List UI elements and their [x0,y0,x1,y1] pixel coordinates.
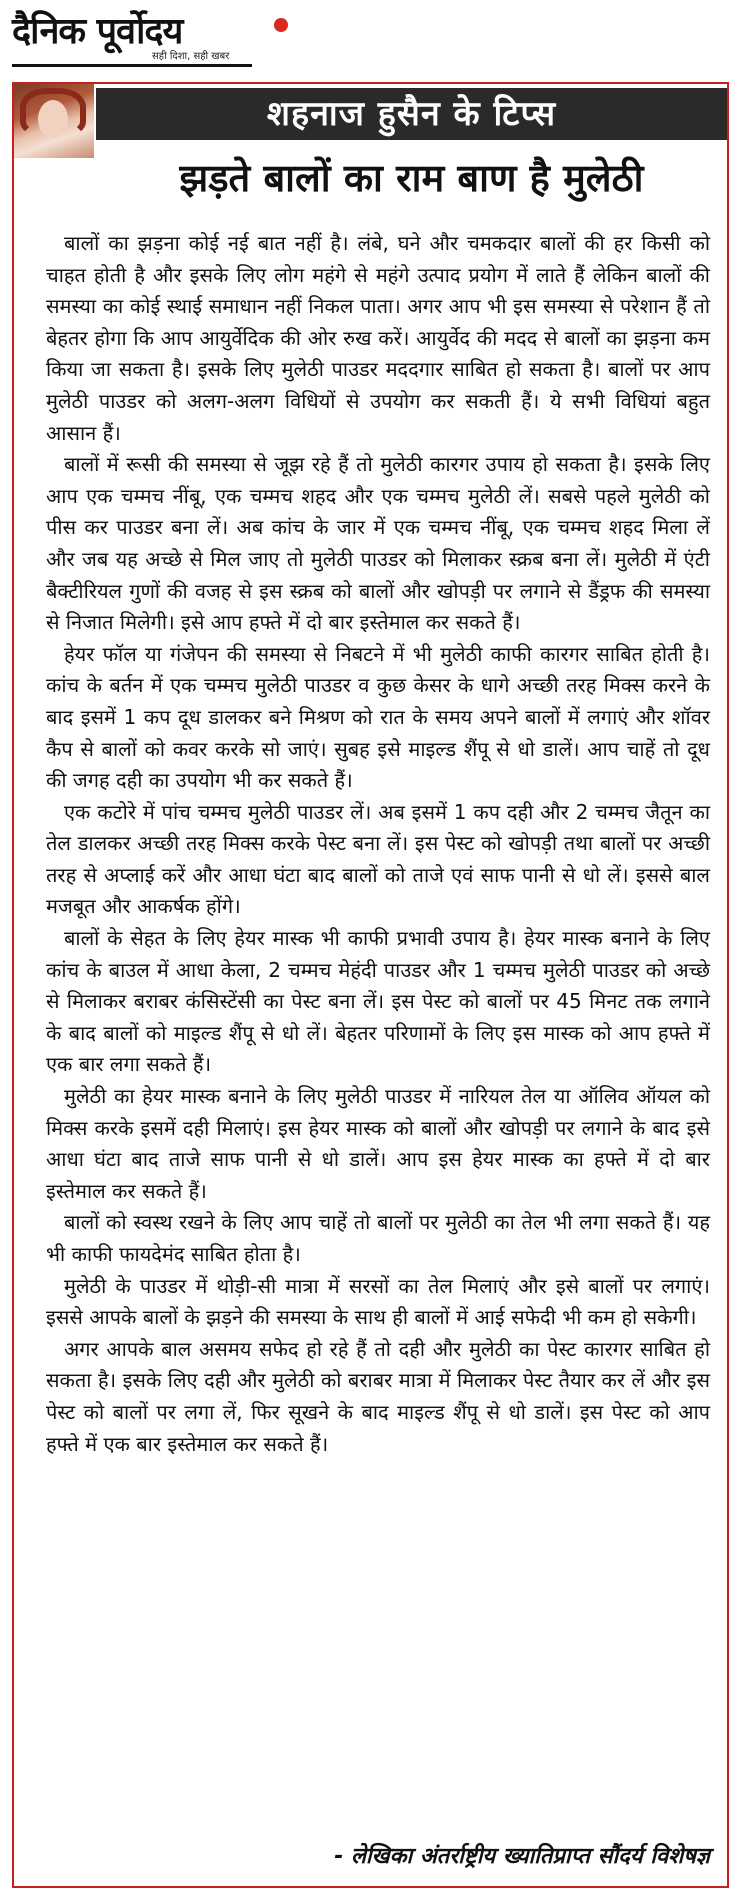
logo-text: दैनिक पूर्वोदय [12,11,183,52]
article-headline: झड़ते बालों का राम बाण है मुलेठी [179,156,644,200]
newspaper-logo[interactable] [12,10,282,70]
column-title: शहनाज हुसैन के टिप्स [266,94,557,134]
author-byline: - लेखिका अंतर्राष्ट्रीय ख्यातिप्राप्त सौंदर्य विशेषज्ञ [334,1844,710,1869]
author-face-icon [38,100,68,138]
paragraph: बालों को स्वस्थ रखने के लिए आप चाहें तो बालों पर मुलेठी का तेल भी लगा सकते हैं। यह भी काफी फायदेमंद साबित होता है। [46,1210,710,1266]
paragraph: बालों के सेहत के लिए हेयर मास्क भी काफी प्रभावी उपाय है। हेयर मास्क बनाने के लिए कांच के बाउल में आधा केला, 2 चम्मच मेहंदी पाउडर और 1 चम्मच मुलेठी पाउडर को अच्छे से मिलाकर बराबर कंसिस्टेंसी का पेस्ट बना लें। इस पेस्ट को बालों पर 45 मिनट तक लगाने के बाद बालों को माइल्ड शैंपू से धो लें। बेहतर परिणामों के लिए इस मास्क को आप हफ्ते में एक बार लगा सकते हैं। [46,926,710,1077]
paragraph: मुलेठी के पाउडर में थोड़ी-सी मात्रा में सरसों का तेल मिलाएं और इसे बालों पर लगाएं। इससे आपके बालों के झड़ने की समस्या के साथ ही बालों में आई सफेदी भी कम हो सकेगी। [46,1273,710,1330]
paragraph: एक कटोरे में पांच चम्मच मुलेठी पाउडर लें। अब इसमें 1 कप दही और 2 चम्मच जैतून का तेल डालकर अच्छी तरह मिक्स करके पेस्ट बना लें। इस पेस्ट को खोपड़ी तथा बालों पर अच्छी तरह से अप्लाई करें और आधा घंटा बाद बालों को ताजे एवं साफ पानी से धो लें। इससे बाल मजबूत और आकर्षक होंगे। [46,799,710,919]
paragraph: मुलेठी का हेयर मास्क बनाने के लिए मुलेठी पाउडर में नारियल तेल या ऑलिव ऑयल को मिक्स करके इसमें दही मिलाएं। इस हेयर मास्क को बालों और खोपड़ी पर लगाने के बाद इसे आधा घंटा बाद ताजे साफ पानी से धो डालें। आप इस हेयर मास्क का हफ्ते में दो बार इस्तेमाल कर सकते हैं। [46,1084,710,1203]
paragraph: अगर आपके बाल असमय सफेद हो रहे हैं तो दही और मुलेठी का पेस्ट कारगर साबित हो सकता है। इसके लिए दही और मुलेठी को बराबर मात्रा में मिलाकर पेस्ट तैयार कर लें और इस पेस्ट को बालों पर लगा लें, फिर सूखने के बाद माइल्ड शैंपू से धो डालें। इस पेस्ट को आप हफ्ते में एक बार इस्तेमाल कर सकते हैं। [46,1336,710,1456]
logo-tagline: सही दिशा, सही खबर [152,51,230,62]
masthead [0,0,741,80]
article-body [46,228,710,1460]
paragraph: बालों में रूसी की समस्या से जूझ रहे हैं तो मुलेठी कारगर उपाय हो सकता है। इसके लिए आप एक चम्मच नींबू, एक चम्मच शहद और एक चम्मच मुलेठी लें। सबसे पहले मुलेठी को पीस कर पाउडर बना लें। अब कांच के जार में एक चम्मच नींबू, एक चम्मच शहद मिला लें और जब यह अच्छे से मिल जाए तो मुलेठी पाउडर को मिलाकर स्क्रब बना लें। मुलेठी में एंटी बैक्टीरियल गुणों की वजह से इस स्क्रब को बालों और खोपड़ी पर लगाने से डैंड्रफ की समस्या से निजात मिलेगी। इसे आप हफ्ते में दो बार इस्तेमाल कर सकते हैं। [46,452,710,635]
logo-underline [12,64,252,67]
logo-dot-icon [274,18,288,32]
author-photo [14,84,94,158]
column-banner [96,88,727,140]
paragraph: बालों का झड़ना कोई नई बात नहीं है। लंबे, घने और चमकदार बालों की हर किसी को चाहत होती है और इसके लिए लोग महंगे से महंगे उत्पाद प्रयोग में लाते हैं लेकिन बालों की समस्या का कोई स्थाई समाधान नहीं निकल पाता। अगर आप भी इस समस्या से परेशान हैं तो बेहतर होगा कि आप आयुर्वेदिक की ओर रुख करें। आयुर्वेद की मदद से बालों का झड़ना कम किया जा सकता है। इसके लिए मुलेठी पाउडर मददगार साबित हो सकता है। बालों पर आप मुलेठी पाउडर को अलग-अलग विधियों से उपयोग कर सकती हैं। ये सभी विधियां बहुत आसान हैं। [46,231,710,445]
paragraph: हेयर फॉल या गंजेपन की समस्या से निबटने में भी मुलेठी काफी कारगर साबित होती है। कांच के बर्तन में एक चम्मच मुलेठी पाउडर व कुछ केसर के धागे अच्छी तरह मिक्स करने के बाद इसमें 1 कप दूध डालकर बने मिश्रण को रात के समय अपने बालों में लगाएं और शॉवर कैप से बालों को कवर करके सो जाएं। सुबह इसे माइल्ड शैंपू से धो डालें। आप चाहें तो दूध की जगह दही का उपयोग भी कर सकते हैं। [46,641,710,793]
